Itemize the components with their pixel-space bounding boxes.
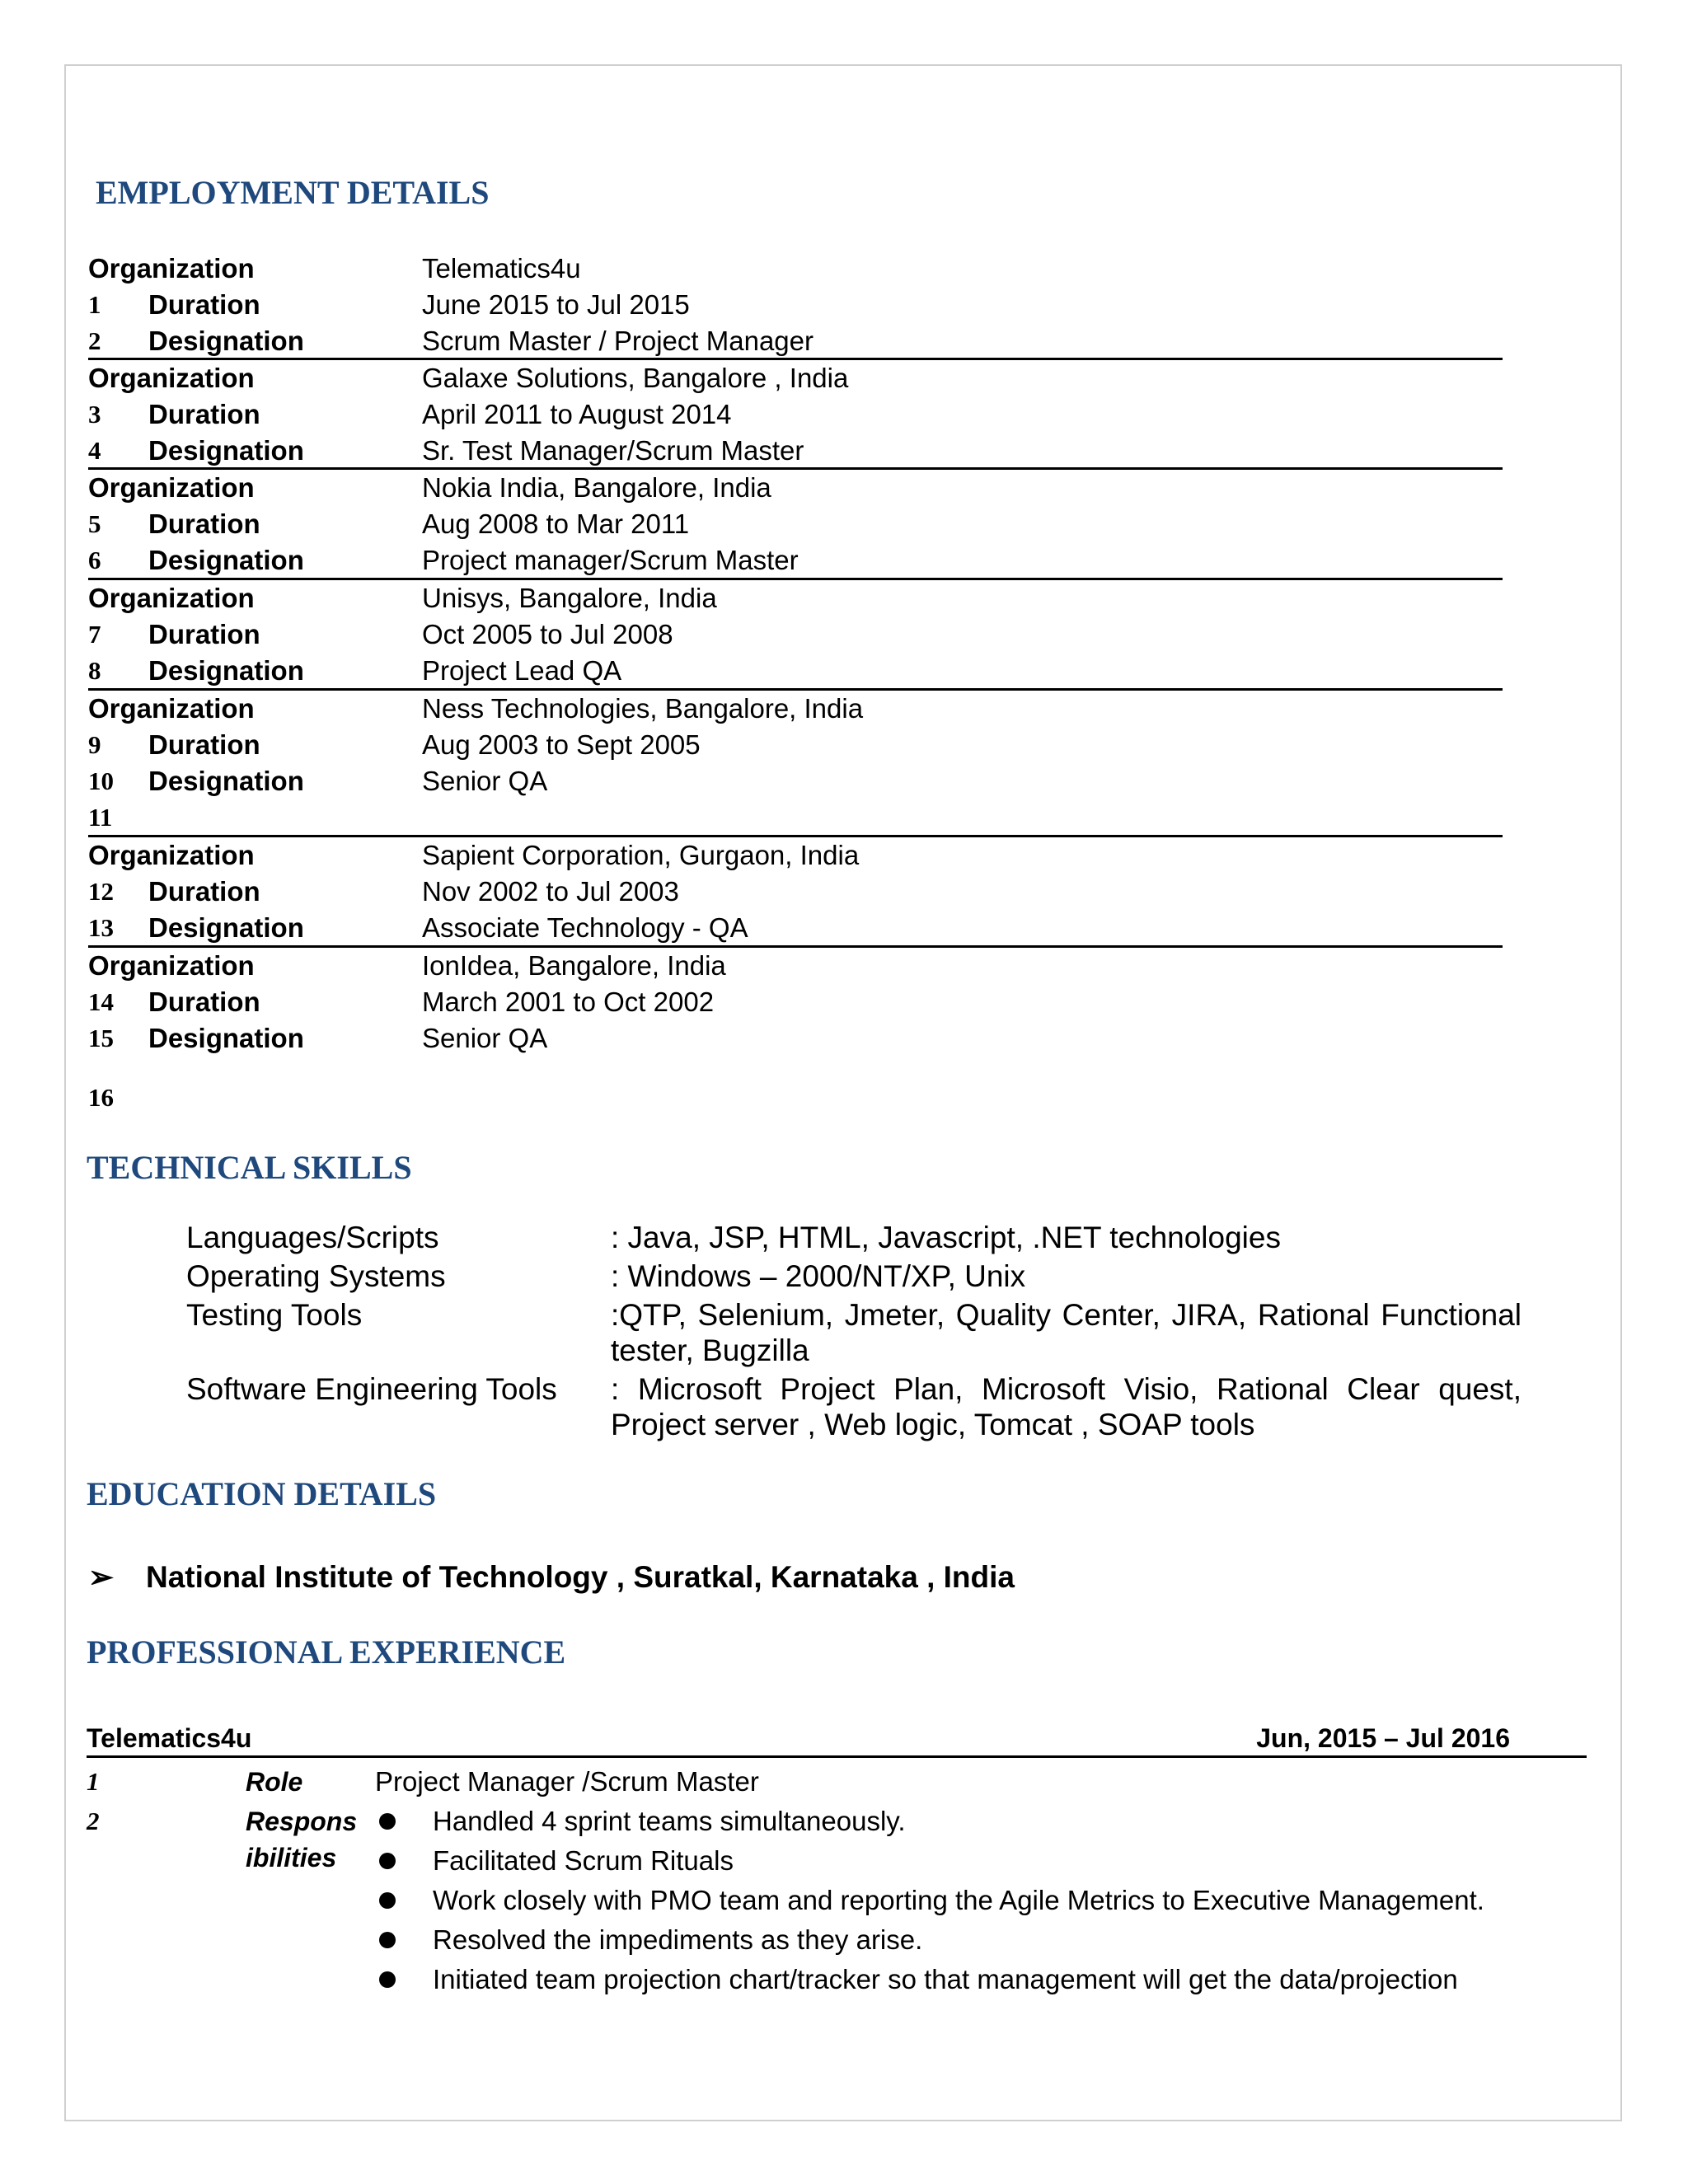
employment-row bbox=[88, 287, 1503, 323]
technical-skills-heading: TECHNICAL SKILLS bbox=[87, 1149, 412, 1186]
list-item bbox=[375, 1882, 1484, 1922]
skill-label: Operating Systems bbox=[186, 1259, 446, 1293]
duration-value: April 2011 to August 2014 bbox=[422, 399, 732, 429]
duration-label: Duration bbox=[148, 289, 260, 320]
education-heading: EDUCATION DETAILS bbox=[87, 1475, 437, 1512]
employment-divider bbox=[88, 835, 1503, 837]
responsibility-text: Facilitated Scrum Rituals bbox=[433, 1845, 734, 1876]
designation-value: Scrum Master / Project Manager bbox=[422, 326, 814, 356]
row-number: 1 bbox=[87, 1767, 100, 1796]
skill-label: Testing Tools bbox=[186, 1298, 363, 1332]
duration-label: Duration bbox=[148, 987, 260, 1017]
designation-label: Designation bbox=[148, 912, 304, 943]
employment-row bbox=[88, 396, 1503, 433]
employment-row bbox=[88, 580, 1503, 616]
designation-value: Senior QA bbox=[422, 766, 548, 796]
row-number: 14 bbox=[88, 987, 114, 1016]
employment-divider bbox=[88, 358, 1503, 360]
employment-row bbox=[88, 433, 1503, 469]
row-number: 2 bbox=[87, 1807, 100, 1835]
designation-label: Designation bbox=[148, 1023, 304, 1053]
organization-label: Organization bbox=[88, 950, 255, 981]
employment-row bbox=[88, 984, 1503, 1020]
responsibilities-label: ibilities bbox=[246, 1843, 337, 1872]
row-number: 11 bbox=[88, 803, 113, 832]
designation-value: Sr. Test Manager/Scrum Master bbox=[422, 435, 804, 466]
duration-label: Duration bbox=[148, 876, 260, 907]
row-number: 9 bbox=[88, 730, 101, 759]
employment-row bbox=[88, 763, 1503, 799]
employment-row bbox=[88, 506, 1503, 542]
row-number: 13 bbox=[88, 913, 114, 942]
employment-row bbox=[88, 653, 1503, 689]
organization-label: Organization bbox=[88, 840, 255, 870]
experience-period: Jun, 2015 – Jul 2016 bbox=[1256, 1723, 1510, 1753]
professional-experience-heading: PROFESSIONAL EXPERIENCE bbox=[87, 1633, 566, 1671]
employment-row bbox=[88, 727, 1503, 763]
organization-label: Organization bbox=[88, 583, 255, 613]
designation-label: Designation bbox=[148, 326, 304, 356]
employment-row bbox=[88, 470, 1503, 506]
duration-label: Duration bbox=[148, 509, 260, 539]
employment-row bbox=[88, 948, 1503, 984]
skill-label: Languages/Scripts bbox=[186, 1221, 439, 1254]
employment-row bbox=[88, 874, 1503, 910]
organization-value: Ness Technologies, Bangalore, India bbox=[422, 693, 864, 724]
employment-divider bbox=[88, 578, 1503, 580]
employment-row bbox=[88, 1080, 1503, 1116]
responsibilities-label: Respons bbox=[246, 1807, 358, 1836]
designation-label: Designation bbox=[148, 655, 304, 686]
organization-value: IonIdea, Bangalore, India bbox=[422, 950, 726, 981]
organization-label: Organization bbox=[88, 472, 255, 503]
responsibility-text: Work closely with PMO team and reporting the Agile Metrics to Executive Management. bbox=[433, 1885, 1484, 1915]
skill-label: Software Engineering Tools bbox=[186, 1372, 557, 1406]
duration-value: Oct 2005 to Jul 2008 bbox=[422, 619, 673, 649]
bullet-icon bbox=[379, 1813, 396, 1830]
employment-divider bbox=[88, 688, 1503, 691]
organization-value: Nokia India, Bangalore, India bbox=[422, 472, 771, 503]
list-item bbox=[375, 1843, 1484, 1882]
bullet-icon bbox=[379, 1853, 396, 1869]
list-item bbox=[375, 1961, 1484, 2001]
organization-value: Telematics4u bbox=[422, 253, 581, 284]
row-number: 7 bbox=[88, 620, 101, 649]
experience-organization: Telematics4u bbox=[87, 1723, 252, 1753]
duration-value: June 2015 to Jul 2015 bbox=[422, 289, 690, 320]
designation-value: Project manager/Scrum Master bbox=[422, 545, 799, 575]
row-number: 4 bbox=[88, 436, 101, 465]
employment-row bbox=[88, 910, 1503, 946]
skill-value: : Microsoft Project Plan, Microsoft Visio, Rational Clear quest, Project server , Web logic, Tomcat , SOAP tools bbox=[611, 1372, 1522, 1441]
duration-value: March 2001 to Oct 2002 bbox=[422, 987, 715, 1017]
responsibilities-list bbox=[375, 1803, 1484, 2001]
employment-row bbox=[88, 323, 1503, 359]
row-number: 16 bbox=[88, 1083, 114, 1112]
list-item bbox=[375, 1803, 1484, 1843]
list-item bbox=[375, 1922, 1484, 1961]
arrow-bullet-icon: ➢ bbox=[88, 1560, 115, 1594]
row-number: 5 bbox=[88, 509, 101, 538]
designation-value: Project Lead QA bbox=[422, 655, 622, 686]
organization-value: Unisys, Bangalore, India bbox=[422, 583, 717, 613]
employment-row bbox=[88, 799, 1503, 836]
organization-value: Sapient Corporation, Gurgaon, India bbox=[422, 840, 860, 870]
organization-value: Galaxe Solutions, Bangalore , India bbox=[422, 363, 849, 393]
employment-divider bbox=[88, 945, 1503, 948]
bullet-icon bbox=[379, 1932, 396, 1948]
row-number: 10 bbox=[88, 766, 114, 795]
duration-label: Duration bbox=[148, 399, 260, 429]
designation-label: Designation bbox=[148, 766, 304, 796]
designation-value: Associate Technology - QA bbox=[422, 912, 748, 943]
duration-value: Aug 2003 to Sept 2005 bbox=[422, 729, 701, 760]
responsibility-text: Resolved the impediments as they arise. bbox=[433, 1924, 923, 1955]
designation-value: Senior QA bbox=[422, 1023, 548, 1053]
employment-row bbox=[88, 542, 1503, 579]
row-number: 2 bbox=[88, 326, 101, 355]
skill-value: : Java, JSP, HTML, Javascript, .NET technologies bbox=[611, 1221, 1281, 1254]
employment-row bbox=[88, 616, 1503, 653]
skill-value: : Windows – 2000/NT/XP, Unix bbox=[611, 1259, 1026, 1293]
designation-label: Designation bbox=[148, 435, 304, 466]
row-number: 1 bbox=[88, 290, 101, 319]
employment-row bbox=[88, 360, 1503, 396]
employment-divider bbox=[88, 467, 1503, 470]
skill-value: :QTP, Selenium, Jmeter, Quality Center, JIRA, Rational Functional tester, Bugzilla bbox=[611, 1298, 1522, 1367]
employment-row bbox=[88, 1020, 1503, 1057]
duration-label: Duration bbox=[148, 729, 260, 760]
employment-row bbox=[88, 837, 1503, 874]
row-number: 3 bbox=[88, 400, 101, 429]
bullet-icon bbox=[379, 1892, 396, 1909]
designation-label: Designation bbox=[148, 545, 304, 575]
education-institution: National Institute of Technology , Suratkal, Karnataka , India bbox=[146, 1560, 1015, 1594]
responsibility-text: Handled 4 sprint teams simultaneously. bbox=[433, 1806, 906, 1836]
education-item bbox=[88, 1559, 1015, 1596]
duration-label: Duration bbox=[148, 619, 260, 649]
role-label: Role bbox=[246, 1767, 303, 1797]
employment-row bbox=[88, 251, 1503, 287]
employment-heading: EMPLOYMENT DETAILS bbox=[96, 174, 490, 211]
organization-label: Organization bbox=[88, 693, 255, 724]
role-value: Project Manager /Scrum Master bbox=[375, 1766, 759, 1797]
row-number: 6 bbox=[88, 546, 101, 574]
experience-divider bbox=[87, 1755, 1587, 1758]
row-number: 8 bbox=[88, 656, 101, 685]
row-number: 15 bbox=[88, 1024, 114, 1052]
bullet-icon bbox=[379, 1971, 396, 1988]
responsibility-text: Initiated team projection chart/tracker so that management will get the data/projection bbox=[433, 1964, 1458, 1994]
duration-value: Aug 2008 to Mar 2011 bbox=[422, 509, 690, 539]
duration-value: Nov 2002 to Jul 2003 bbox=[422, 876, 679, 907]
organization-label: Organization bbox=[88, 253, 255, 284]
organization-label: Organization bbox=[88, 363, 255, 393]
experience-header bbox=[87, 1720, 1587, 1756]
employment-row bbox=[88, 691, 1503, 727]
row-number: 12 bbox=[88, 877, 114, 906]
